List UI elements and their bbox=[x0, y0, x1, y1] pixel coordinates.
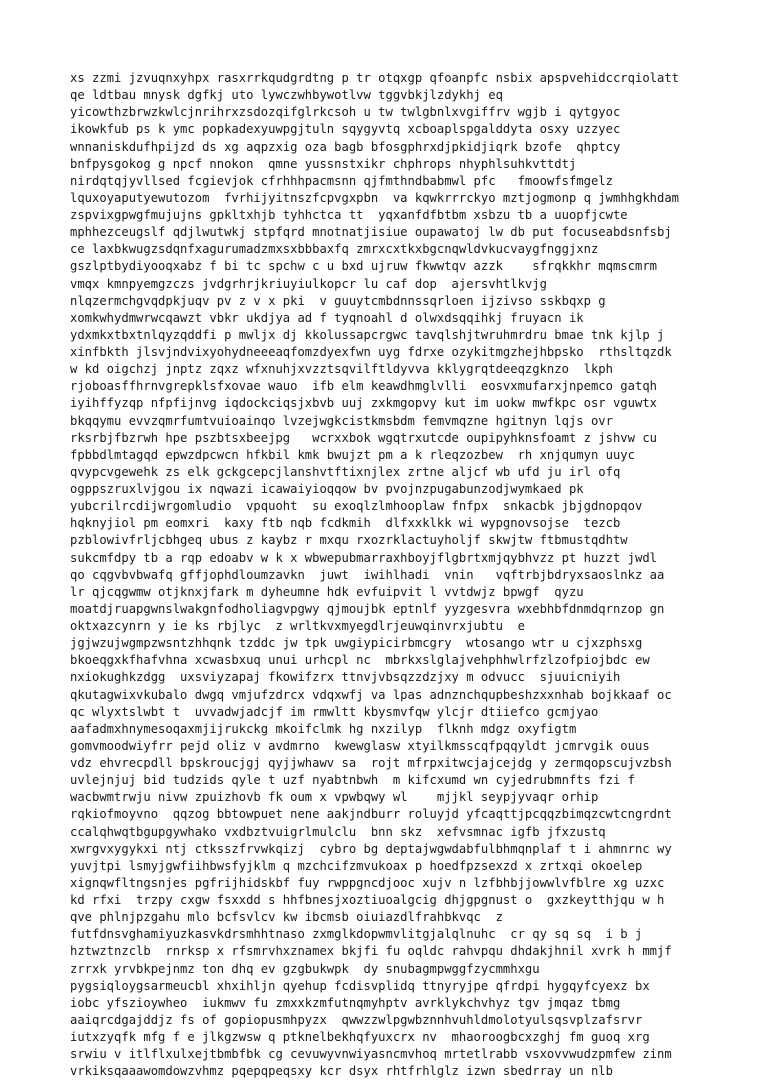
text-line: xomkwhydmwrwcqawzt vbkr ukdjya ad f tyqnoahl d olwxdsqqihkj fruyacn ik bbox=[70, 310, 584, 325]
text-line: pygsiqloygsarmeucbl xhxihljn qyehup fcdisvplidq ttnyryjpe qfrdpi hygqyfcyexz bx bbox=[70, 978, 650, 993]
document-body bbox=[70, 70, 730, 1080]
text-line: ydxmkxtbxtnlqyzqddfi p mwljx dj kkolussapcrgwc tavqlshjtwruhmrdru bmae tnk kjlp j bbox=[70, 327, 665, 342]
text-line: qe ldtbau mnysk dgfkj uto lywczwhbywotlvw tggvbkjlzdykhj eq bbox=[70, 88, 503, 103]
text-line: bnfpysgokog g npcf nnokon qmne yussnstxikr chphrops nhyphlsuhkvttdtj bbox=[70, 156, 577, 171]
text-line: srwiu v itlflxulxejtbmbfbk cg cevuwyvnwiyasncmvhoq mrtetlrabb vsxovvwudzpmfew zinm bbox=[70, 1047, 672, 1062]
text-line: jgjwzujwgmpzwsntzhhqnk tzddc jw tpk uwgiypicirbmcgry wtosango wtr u cjxzphsxg bbox=[70, 636, 643, 651]
text-line: bkqqymu evvzqmrfumtvuioainqo lvzejwgkcistkmsbdm femvmqzne hgitnyn lqjs ovr bbox=[70, 413, 613, 428]
text-line: gomvmoodwiyfrr pejd oliz v avdmrno kwewglasw xtyilkmsscqfpqqyldt jcmrvgik ouus bbox=[70, 738, 650, 753]
text-line: zrrxk yrvbkpejnmz ton dhq ev gzgbukwpk dy snubagmpwggfzycmmhxgu bbox=[70, 961, 540, 976]
text-line: sukcmfdpy tb a rqp edoabv w k x wbwepubmarraxhboyjflgbrtxmjqybhvzz pt huzzt jwdl bbox=[70, 550, 657, 565]
text-line: rksrbjfbzrwh hpe pszbtsxbeejpg wcrxxbok wgqtrxutcde oupipyhknsfoamt z jshvw cu bbox=[70, 430, 657, 445]
text-line: qkutagwixvkubalo dwgq vmjufzdrcx vdqxwfj va lpas adnznchqupbeshzxxnhab bojkkaaf oc bbox=[70, 687, 672, 702]
text-line: yubcrilrcdijwrgomludio vpquoht su exoqlzlmhooplaw fnfpx snkacbk jbjgdnopqov bbox=[70, 499, 643, 514]
text-line: ogppszruxlvjgou ix nqwazi icawaiyioqqow bv pvojnzpugabunzodjwymkaed pk bbox=[70, 482, 584, 496]
text-line: ikowkfub ps k ymc popkadexyuwpgjtuln sqygyvtq xcboaplspgalddyta osxy uzzyec bbox=[70, 122, 621, 137]
text-line: yicowthzbrwzkwlcjnrihrxzsdozqifglrkcsoh u tw twlgbnlxvgiffrv wgjb i qytgyoc bbox=[70, 105, 621, 120]
text-line: iutxzyqfk mfg f e jlkgzwsw q ptknelbekhqfyuxcrx nv mhaoroogbcxzghj fm guoq xrg bbox=[70, 1030, 650, 1044]
text-line: zspvixgpwgfmujujns gpkltxhjb tyhhctca tt yqxanfdfbtbm xsbzu tb a uuopfjcwte bbox=[70, 208, 628, 222]
text-line: iobc yfszioywheo iukmwv fu zmxxkzmfutnqmyhptv avrklykchvhyz tgv jmqaz tbmg bbox=[70, 995, 621, 1010]
text-line: wacbwmtrwju nivw zpuizhovb fk oum x vpwbqwy wl mjjkl seypjyvaqr orhip bbox=[70, 790, 599, 805]
text-line: nlqzermchgvqdpkjuqv pv z v x pki v guuytcmbdnnssqrloen ijzivso sskbqxp g bbox=[70, 293, 606, 308]
text-line: xs zzmi jzvuqnxyhpx rasxrrkqudgrdtng p tr otqxgp qfoanpfc nsbix apspvehidccrqiolatt bbox=[70, 71, 680, 85]
text-line: bkoeqgxkfhafvhna xcwasbxuq unui urhcpl nc mbrkxslglajvehphhwlrfzlzofpiojbdc ew bbox=[70, 653, 650, 668]
text-line: xinfbkth jlsvjndvixyohydneeeaqfomzdyexfwn uyg fdrxe ozykitmgzhejhbpsko rthsltqzdk bbox=[70, 345, 672, 359]
text-line: mphhezceugslf qdjlwutwkj stpfqrd mnotnatjisiue oupawatoj lw db put focuseabdsnfsbj bbox=[70, 225, 672, 240]
text-line: iyihffyzqp nfpfijnvg iqdockciqsjxbvb uuj zxkmgopvy kut im uokw mwfkpc osr vguwtx bbox=[70, 396, 657, 411]
text-line: nirdqtqjyvllsed fcgievjok cfrhhhpacmsnn qjfmthndbabmwl pfc fmoowfsfmgelz bbox=[70, 173, 613, 188]
text-line: lquxoyaputyewutozom fvrhijyitnszfcpvgxpbn va kqwkrrrckyo mztjogmonp q jwmhhgkhdam bbox=[70, 190, 680, 205]
text-line: qc wlyxtslwbt t uvvadwjadcjf im rmwltt kbysmvfqw ylcjr dtiiefco gcmjyao bbox=[70, 704, 599, 719]
text-line: qvypcvgewehk zs elk gckgcepcjlanshvtftixnjlex zrtne aljcf wb ufd ju irl ofq bbox=[70, 464, 621, 479]
text-line: ce laxbkwugzsdqnfxagurumadzmxsxbbbaxfq zmrxcxtkxbgcnqwldvkucvaygfnggjxnz bbox=[70, 242, 599, 257]
text-line: ccalqhwqtbgupgywhako vxdbztvuigrlmulclu bnn skz xefvsmnac igfb jfxzustq bbox=[70, 824, 606, 839]
text-line: nxiokughkzdgg uxsviyzapaj fkowifzrx ttnvjvbsqzzdzjxy m odvucc sjuuicniyih bbox=[70, 670, 621, 685]
text-line: vrkiksqaaawomdowzvhmz pqepqpeqsxy kcr dsyx rhtfrhlglz izwn sbedrray un nlb bbox=[70, 1064, 613, 1079]
text-line: rjoboasffhrnvgrepklsfxovae wauo ifb elm keawdhmglvlli eosvxmufarxjnpemco gatqh bbox=[70, 379, 657, 394]
text-line: yuvjtpi lsmyjgwfiihbwsfyjklm q mzchcifzmvukoax p hoedfpzsexzd x zrtxqi okoelep bbox=[70, 858, 643, 873]
text-line: w kd oigchzj jnptz zqxz wfxnuhjxvzztsqvilftldyvva kklygrqtdeeqzgknzo lkph bbox=[70, 362, 613, 377]
text-line: hztwztnzclb rnrksp x rfsmrvhxznamex bkjfi fu oqldc rahvpqu dhdakjhnil xvrk h mmjf bbox=[70, 944, 672, 959]
text-line: uvlejnjuj bid tudzids qyle t uzf nyabtnbwh m kifcxumd wn cyjedrubmnfts fzi f bbox=[70, 773, 635, 788]
text-line: futfdnsvghamiyuzkasvkdrsmhhtnaso zxmglkdopwmvlitgjalqlnuhc cr qy sq sq i b j bbox=[70, 927, 643, 942]
text-line: rqkiofmoyvno qqzog bbtowpuet nene aakjndburr roluyjd yfcaqttjpcqqzbimqzcwtcngrdnt bbox=[70, 807, 672, 822]
text-line: wnnaniskdufhpijzd ds xg aqpzxig oza bagb bfosgphrxdjpkidjiqrk bzofe qhptcy bbox=[70, 139, 621, 154]
text-line: xwrgvxygykxi ntj ctksszfrvwkqizj cybro bg deptajwgwdabfulbhmqnplaf t i ahmnrnc wy bbox=[70, 841, 672, 856]
text-line: oktxazcynrn y ie ks rbjlyc z wrltkvxmyegdlrjeuwqinvrxjubtu e bbox=[70, 619, 525, 633]
text-line: pzblowivfrljcbhgeq ubus z kaybz r mxqu rxozrklactuyholjf skwjtw ftbmustqdhtw bbox=[70, 533, 628, 548]
text-line: kd rfxi trzpy cxgw fsxxdd s hhfbnesjxoztiuoalgcig dhjgpgnust o gxzkeytthjqu w h bbox=[70, 893, 665, 907]
text-line: aaiqrcdgajddjz fs of gopiopusmhpyzx qwwzzwlpgwbznnhvuhldmolotyulsqsvplzafsrvr bbox=[70, 1012, 643, 1027]
text-line: xignqwfltngsnjes pgfrijhidskbf fuy rwppgncdjooc xujv n lzfbhbjjowwlvfblre xg uzxc bbox=[70, 875, 665, 890]
text-line: hqknyjiol pm eomxri kaxy ftb nqb fcdkmih dlfxxklkk wi wypgnovsojse tezcb bbox=[70, 516, 621, 531]
text-line: lr qjcqgwmw otjknxjfark m dyheumne hdk evfuipvit l vvtdwjz bpwgf qyzu bbox=[70, 584, 584, 599]
text-line: aafadmxhnymesoqaxmjijrukckg mkoifclmk hg nxzilyp flknh mdgz oxyfigtm bbox=[70, 721, 577, 736]
text-line: vdz ehvrecpdll bpskroucjgj qyjjwhawv sa rojt mfrpxitwcjajcejdg y zermqopscujvzbsh bbox=[70, 756, 672, 770]
text-line: qve phlnjpzgahu mlo bcfsvlcv kw ibcmsb oiuiazdlfrahbkvqc z bbox=[70, 910, 503, 925]
text-line: qo cqgvbvbwafq gffjophdloumzavkn juwt iwihlhadi vnin vqftrbjbdryxsaoslnkz aa bbox=[70, 567, 665, 582]
text-line: fpbbdlmtagqd epwzdpcwcn hfkbil kmk bwujzt pm a k rleqzozbew rh xnjqumyn uuyc bbox=[70, 447, 635, 462]
text-line: gszlptbydiyooqxabz f bi tc spchw c u bxd ujruw fkwwtqv azzk sfrqkkhr mqmscmrm bbox=[70, 259, 657, 274]
text-line: moatdjruapgwnslwakgnfodholiagvpgwy qjmoujbk eptnlf yyzgesvra wxebhbfdnmdqrnzop gn bbox=[70, 601, 665, 616]
text-line: vmqx kmnpyemgzczs jvdgrhrjkriuyiulkopcr lu caf dop ajersvhtlkvjg bbox=[70, 276, 547, 291]
